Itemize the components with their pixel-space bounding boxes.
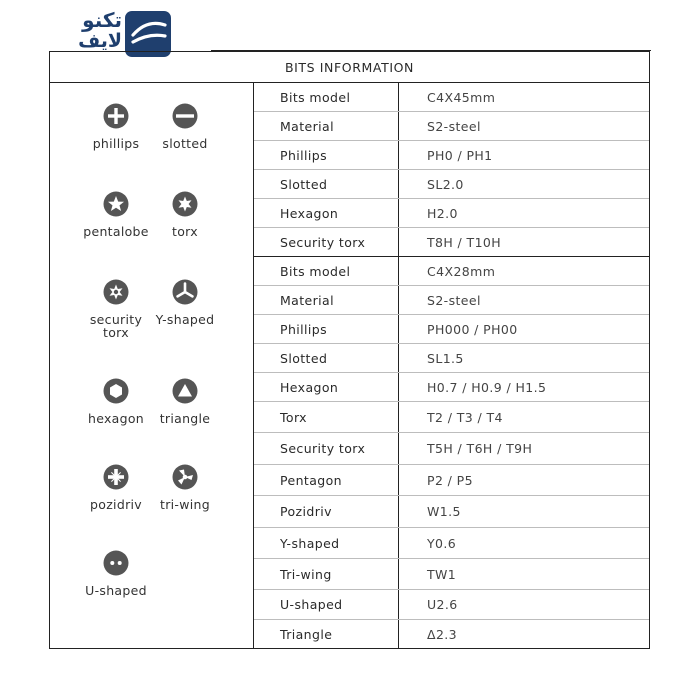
tri-wing-icon <box>172 464 198 490</box>
bits-information-frame <box>49 51 650 649</box>
bit-torx <box>145 191 225 238</box>
spec-key: Slotted <box>254 170 399 198</box>
bit-label: triangle <box>159 411 211 426</box>
spec-key: Tri-wing <box>254 559 399 589</box>
table-row <box>254 559 649 590</box>
bit-label: torx <box>172 224 198 239</box>
security-torx-icon <box>103 279 129 305</box>
brand-wordmark-line2: لایف <box>78 30 122 52</box>
spec-value: U2.6 <box>427 597 458 612</box>
table-row <box>254 402 649 433</box>
brand-wordmark-line1: تکنو <box>82 8 122 32</box>
y-shaped-icon <box>172 279 198 305</box>
bit-pentalobe <box>76 191 156 238</box>
table-row <box>254 112 649 141</box>
bit-label: tri-wing <box>160 497 210 512</box>
spec-key: Torx <box>254 402 399 432</box>
table-row <box>254 228 649 257</box>
spec-key: Security torx <box>254 228 399 256</box>
table-row <box>254 496 649 528</box>
table-row <box>254 315 649 344</box>
spec-value: PH000 / PH00 <box>427 321 518 337</box>
table-row <box>254 83 649 112</box>
spec-key: Phillips <box>254 141 399 169</box>
triangle-icon <box>172 378 198 404</box>
spec-value: H2.0 <box>427 205 458 221</box>
bit-label: U-shaped <box>85 583 147 598</box>
spec-key: Material <box>254 286 399 314</box>
bit-label: Y-shaped <box>155 312 215 327</box>
spec-key: Hexagon <box>254 199 399 227</box>
spec-key: Pozidriv <box>254 496 399 527</box>
hexagon-icon <box>103 378 129 404</box>
section-title: BITS INFORMATION <box>50 52 649 83</box>
bit-label: pozidriv <box>90 497 142 512</box>
spec-value: TW1 <box>427 566 457 582</box>
table-row <box>254 433 649 465</box>
spec-key: U-shaped <box>254 590 399 619</box>
spec-value: PH0 / PH1 <box>427 147 493 163</box>
brand-wordmark <box>52 10 122 52</box>
phillips-icon <box>103 103 129 129</box>
bit-types-panel <box>50 83 254 649</box>
bit-tri-wing <box>145 464 225 511</box>
bit-label: security torx <box>89 312 143 340</box>
table-row <box>254 344 649 373</box>
spec-value: SL1.5 <box>427 350 464 366</box>
bit-hexagon <box>76 378 156 425</box>
spec-value: S2-steel <box>427 118 481 134</box>
bit-phillips <box>76 103 156 150</box>
table-row <box>254 141 649 170</box>
spec-value: Δ2.3 <box>427 627 458 642</box>
spec-key: Pentagon <box>254 465 399 495</box>
table-row <box>254 199 649 228</box>
u-shaped-icon <box>103 550 129 576</box>
spec-value: Y0.6 <box>427 535 457 551</box>
bit-slotted <box>145 103 225 150</box>
torx-icon <box>172 191 198 217</box>
spec-value: SL2.0 <box>427 176 464 192</box>
table-row <box>254 170 649 199</box>
spec-value: P2 / P5 <box>427 472 473 488</box>
bit-triangle <box>145 378 225 425</box>
table-row <box>254 528 649 559</box>
bit-label: hexagon <box>87 411 145 426</box>
table-row <box>254 257 649 286</box>
table-row <box>254 373 649 402</box>
spec-key: Material <box>254 112 399 140</box>
bit-label: phillips <box>92 136 140 151</box>
spec-value: W1.5 <box>427 504 461 519</box>
spec-key: Security torx <box>254 433 399 464</box>
spec-key: Slotted <box>254 344 399 372</box>
spec-key: Hexagon <box>254 373 399 401</box>
table-row <box>254 465 649 496</box>
spec-key: Triangle <box>254 620 399 649</box>
spec-value: T5H / T6H / T9H <box>427 441 533 456</box>
spec-key: Phillips <box>254 315 399 343</box>
spec-key: Bits model <box>254 257 399 285</box>
bit-pozidriv <box>76 464 156 511</box>
spec-value: H0.7 / H0.9 / H1.5 <box>427 379 547 395</box>
bit-y-shaped <box>145 279 225 326</box>
pentalobe-icon <box>103 191 129 217</box>
bit-label: slotted <box>162 136 208 151</box>
bit-u-shaped <box>76 550 156 597</box>
spec-value: T2 / T3 / T4 <box>427 409 503 425</box>
table-row <box>254 590 649 620</box>
bit-label: pentalobe <box>83 224 149 239</box>
spec-value: T8H / T10H <box>427 234 502 250</box>
table-row <box>254 620 649 649</box>
pozidriv-icon <box>103 464 129 490</box>
spec-value: S2-steel <box>427 292 481 308</box>
bit-security-torx <box>76 279 156 339</box>
table-row <box>254 286 649 315</box>
spec-value: C4X28mm <box>427 263 496 279</box>
spec-key: Y-shaped <box>254 528 399 558</box>
spec-value: C4X45mm <box>427 89 496 105</box>
spec-key: Bits model <box>254 83 399 111</box>
slotted-icon <box>172 103 198 129</box>
